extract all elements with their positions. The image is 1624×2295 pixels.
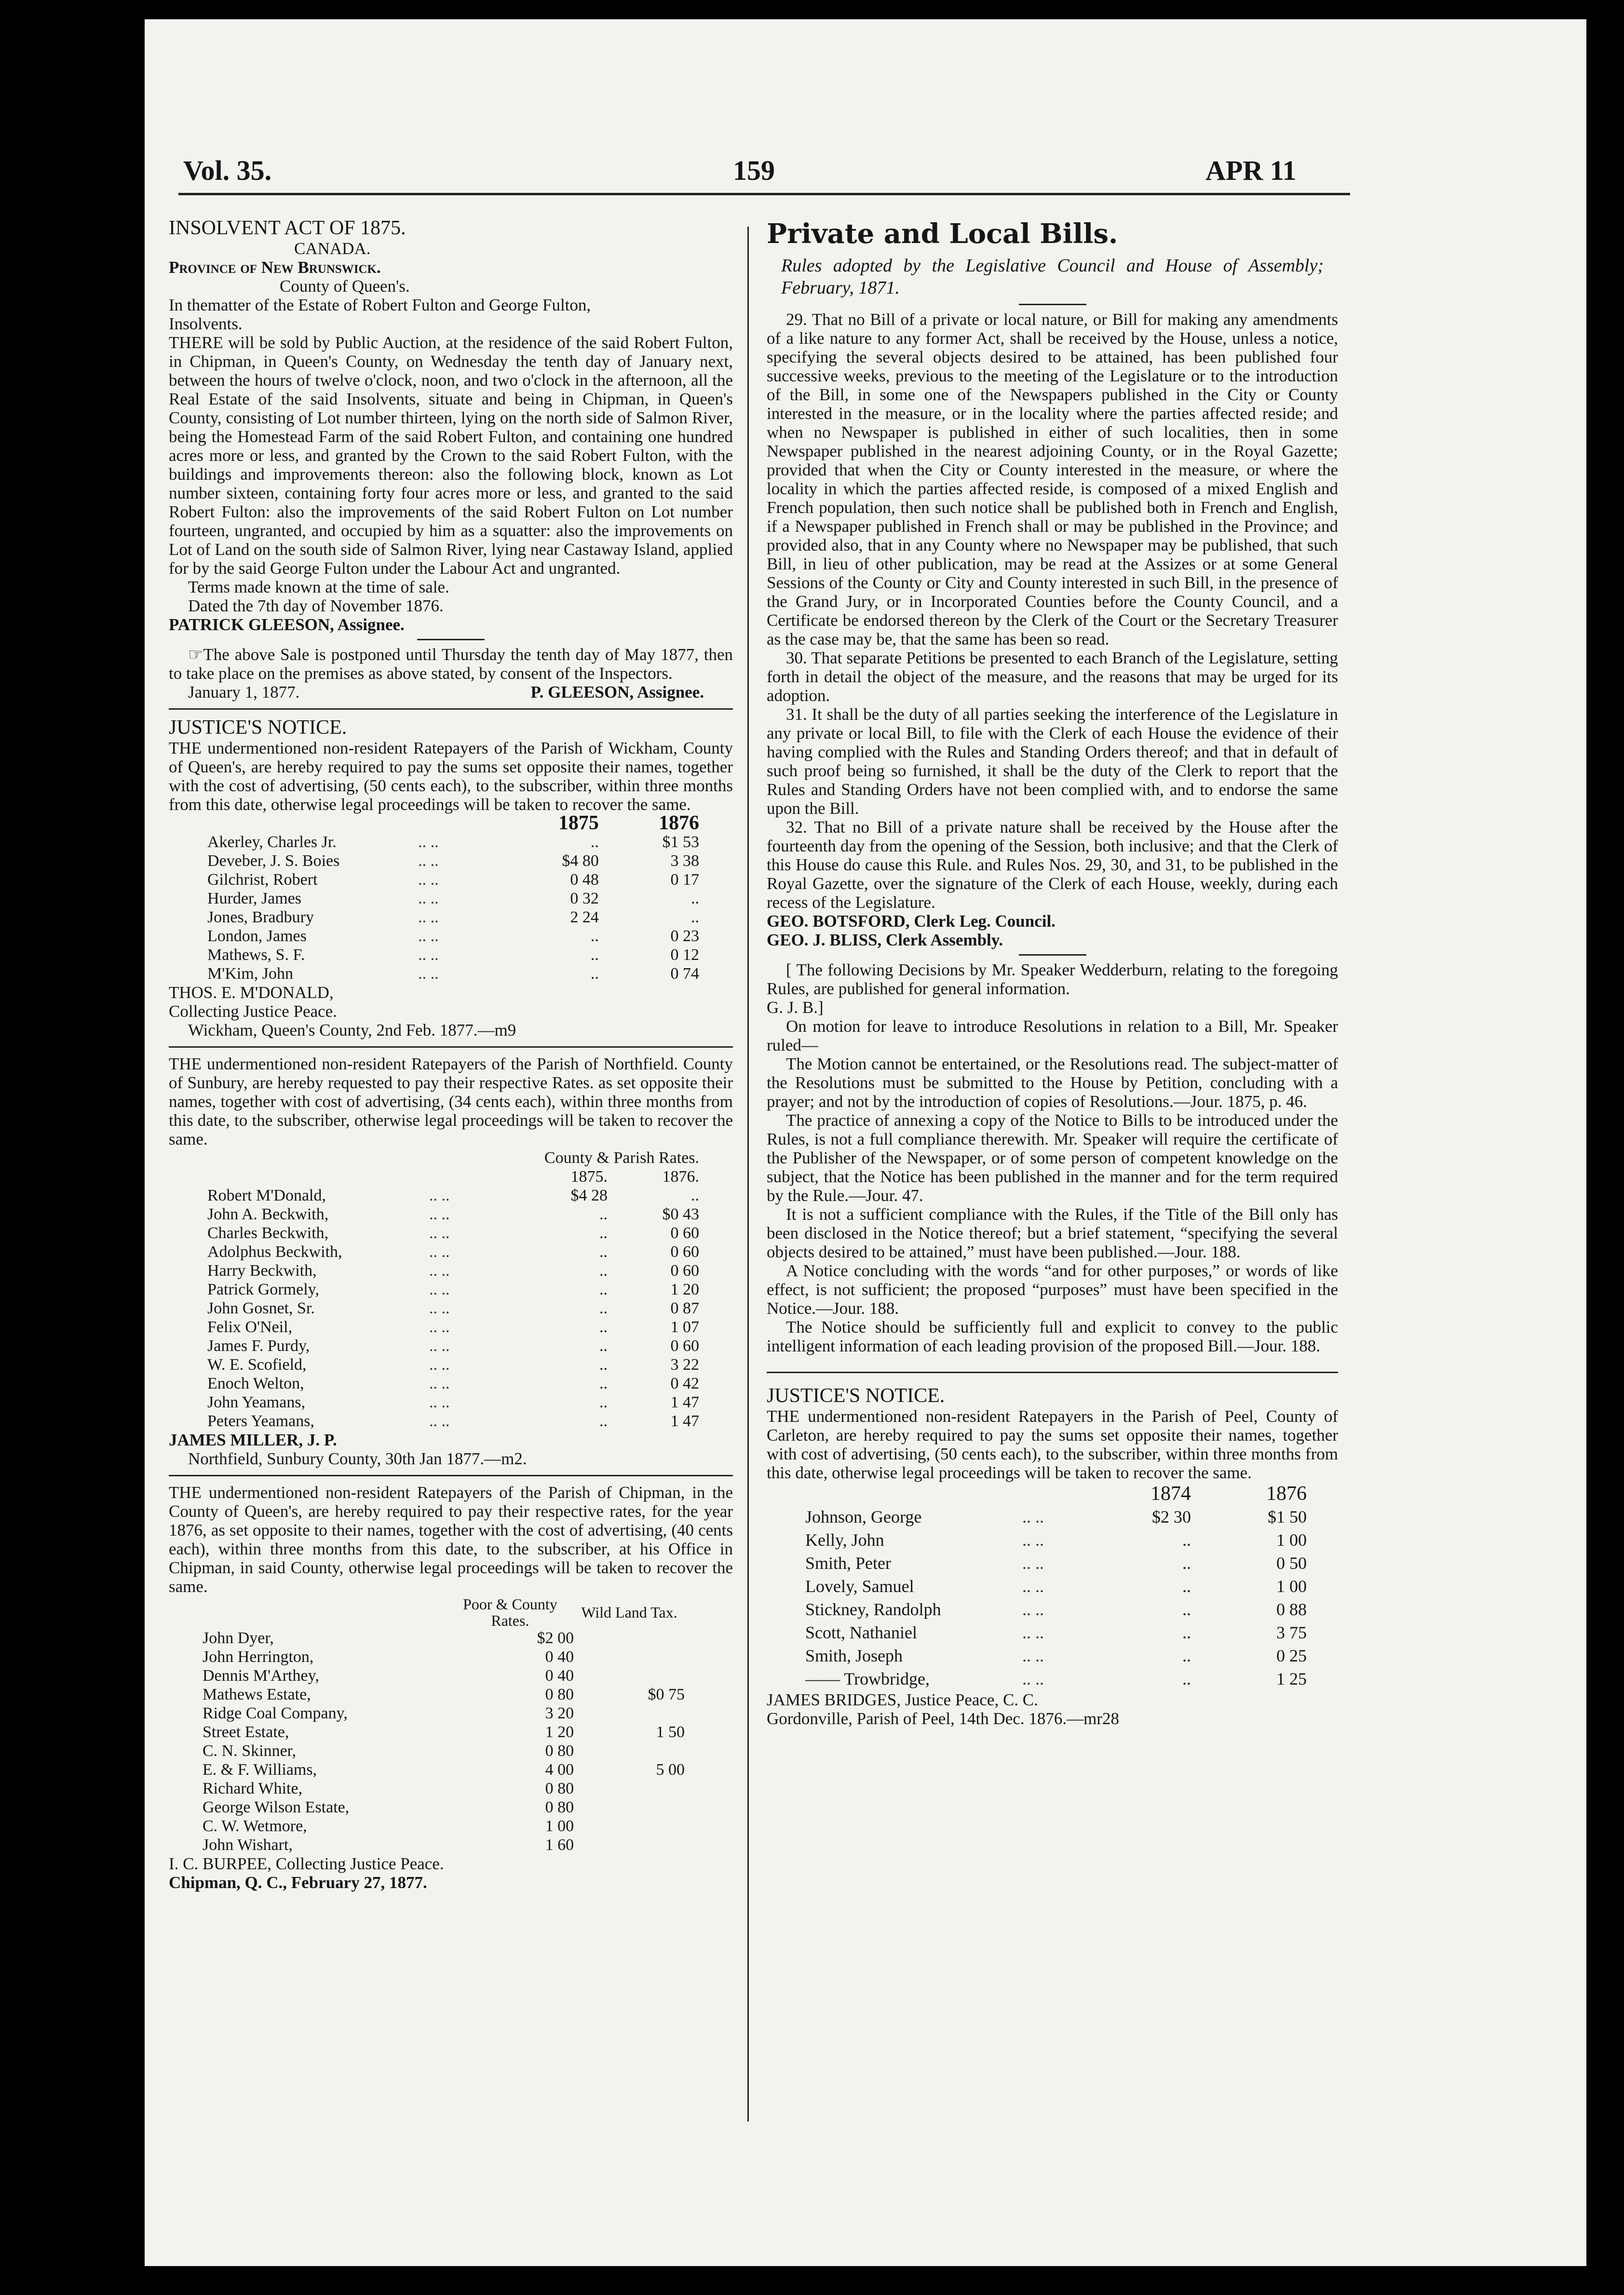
amount-cell: 1 47	[670, 1393, 699, 1411]
amount-cell: ..	[599, 1224, 608, 1242]
section-title: Private and Local Bills.	[767, 218, 1118, 250]
amount-cell: 3 22	[670, 1356, 699, 1374]
amount-cell: ..	[590, 965, 599, 983]
ratepayer-name: Kelly, John	[805, 1530, 884, 1550]
amount-cell: 0 74	[670, 965, 699, 983]
ratepayer-name: E. & F. Williams,	[203, 1761, 317, 1779]
sale-terms: Terms made known at the time of sale.	[188, 578, 449, 596]
table-row	[207, 1242, 699, 1261]
country-line: CANADA.	[294, 239, 371, 258]
ratepayer-name: Hurder, James	[207, 890, 302, 907]
ratepayer-name: M'Kim, John	[207, 965, 294, 983]
ratepayer-name: Smith, Peter	[805, 1553, 891, 1573]
decision-1: On motion for leave to introduce Resolutions in relation to a Bill, Mr. Speaker ruled—	[767, 1017, 1338, 1054]
leader-dots: .. ..	[418, 965, 439, 983]
council-clerk-signature: GEO. BOTSFORD, Clerk Leg. Council.	[767, 912, 1056, 931]
amount-cell: 0 60	[670, 1224, 699, 1242]
table-row	[207, 1318, 699, 1336]
leader-dots: .. ..	[1022, 1507, 1044, 1526]
amount-cell: 0 80	[545, 1780, 574, 1797]
amount-cell	[574, 1817, 685, 1836]
amount-cell: 1 20	[545, 1723, 574, 1741]
leader-dots: .. ..	[1022, 1623, 1044, 1642]
private-bills-rules	[767, 217, 1338, 1355]
amount-cell: 3 75	[1276, 1623, 1307, 1642]
ratepayer-table	[207, 1148, 699, 1431]
amount-cell: 0 80	[545, 1798, 574, 1816]
amount-cell: 0 32	[570, 890, 599, 907]
ratepayer-name: Charles Beckwith,	[207, 1224, 329, 1242]
ratepayer-name: Adolphus Beckwith,	[207, 1243, 342, 1261]
amount-cell: 2 24	[570, 908, 599, 926]
amount-cell: 1 00	[1276, 1530, 1307, 1550]
assignee-signature: PATRICK GLEESON, Assignee.	[169, 615, 405, 634]
amount-cell: ..	[1182, 1577, 1191, 1596]
amount-cell: ..	[599, 1281, 608, 1298]
table-row	[203, 1723, 685, 1742]
ratepayer-name: Richard White,	[203, 1780, 303, 1797]
short-rule	[417, 639, 485, 640]
amount-cell: ..	[691, 908, 699, 926]
amount-cell: ..	[1182, 1646, 1191, 1665]
amount-cell: 1 60	[545, 1836, 574, 1854]
amount-cell: ..	[691, 1187, 699, 1204]
notice-body: THE undermentioned non-resident Ratepayers of the Parish of Northfield. County of Sunbury, are hereby requested to pay their respective Rates. as set opposite their names, together with cost of advertising, (34 cents each), within three months from this date, to the subscriber, otherwise legal proceedings will be taken to recover the same.	[169, 1054, 733, 1148]
ratepayer-name: Mathews, S. F.	[207, 946, 305, 964]
right-column	[767, 217, 1338, 1728]
leader-dots: .. ..	[429, 1281, 450, 1298]
chipman-notice	[169, 1483, 733, 1892]
county-line: County of Queen's.	[280, 277, 410, 296]
table-header	[207, 814, 699, 833]
amount-cell: ..	[691, 890, 699, 907]
ratepayer-name: London, James	[207, 927, 307, 945]
amount-cell: ..	[1182, 1530, 1191, 1550]
northfield-notice	[169, 1054, 733, 1468]
amount-cell	[574, 1704, 685, 1723]
ratepayer-name: John Yeamans,	[207, 1393, 306, 1411]
leader-dots: .. ..	[1022, 1553, 1044, 1573]
ratepayer-name: John Gosnet, Sr.	[207, 1299, 315, 1317]
table-row	[207, 927, 699, 945]
table-row	[203, 1836, 685, 1854]
left-column	[169, 217, 733, 1892]
short-rule	[1019, 954, 1086, 956]
ratepayer-name: Ridge Coal Company,	[203, 1704, 348, 1722]
table-row	[207, 1280, 699, 1299]
table-row	[203, 1742, 685, 1760]
amount-cell: ..	[1182, 1600, 1191, 1619]
notice-place-date: Wickham, Queen's County, 2nd Feb. 1877.—m9	[188, 1021, 516, 1040]
amount-cell: 0 40	[545, 1667, 574, 1685]
postponement-footer	[169, 683, 733, 702]
year-header: 1876.	[662, 1168, 699, 1186]
leader-dots: .. ..	[429, 1299, 450, 1317]
ratepayer-name: C. W. Wetmore,	[203, 1817, 307, 1835]
amount-cell: $1 53	[662, 833, 699, 851]
assembly-clerk-signature: GEO. J. BLISS, Clerk Assembly.	[767, 931, 1003, 949]
decisions-initials: G. J. B.]	[767, 998, 824, 1017]
ratepayer-name: Akerley, Charles Jr.	[207, 833, 337, 851]
section-rule	[169, 708, 733, 710]
notice-body: THE undermentioned non-resident Ratepayers of the Parish of Chipman, in the County of Queen's, are hereby required to pay their respective rates, for the year 1876, as set opposite to their names, together with the cost of advertising, (40 cents each), within three months from this date, to the subscriber, at his Office in Chipman, in said County, otherwise legal proceedings will be taken to recover the same.	[169, 1483, 733, 1596]
ratepayer-table	[203, 1596, 685, 1854]
amount-cell	[574, 1798, 685, 1817]
rates-header: Poor & County Rates.	[463, 1595, 557, 1629]
collector-name: JAMES BRIDGES, Justice Peace, C. C.	[767, 1690, 1038, 1709]
leader-dots: .. ..	[429, 1393, 450, 1411]
table-row	[207, 1412, 699, 1431]
leader-dots: .. ..	[429, 1243, 450, 1261]
amount-cell: ..	[599, 1356, 608, 1374]
leader-dots: .. ..	[429, 1262, 450, 1280]
table-row	[203, 1647, 685, 1666]
page-number: 159	[733, 155, 775, 186]
amount-cell: ..	[599, 1375, 608, 1392]
table-row	[805, 1598, 1307, 1621]
notice-title: JUSTICE'S NOTICE.	[169, 716, 347, 739]
table-row	[207, 833, 699, 851]
notice-place-date: Chipman, Q. C., February 27, 1877.	[169, 1873, 427, 1892]
amount-cell: 5 00	[656, 1761, 685, 1779]
ratepayer-name: John Wishart,	[203, 1836, 293, 1854]
notice-place-date: Northfield, Sunbury County, 30th Jan 1877.—m2.	[188, 1449, 527, 1468]
leader-dots: .. ..	[1022, 1646, 1044, 1665]
amount-cell: $2 30	[1152, 1507, 1191, 1526]
amount-cell: ..	[590, 927, 599, 945]
rule-29: 29. That no Bill of a private or local nature, or Bill for making any amendments of a like nature to any former Act, shall be received by the House, unless a notice, specifying the several objects desired to be attained, has been published four successive weeks, previous to the meeting of the Legislature or to the introduction of the Bill, in some one of the Newspapers published in the City or County interested in the measure, or in the locality where the parties affected reside; and when no Newspaper is published in either of such localities, then in some Newspaper published in the nearest adjoining County, or in the Royal Gazette; provided that when the City or County interested in the measure, or where the locality in which the parties affected reside, is composed of a mixed English and French population, then such notice shall be published both in French and English, if a Newspaper published in French shall or may be published in the Province; and provided also, that in any County where no Newspaper may be published, that such Bill, in lieu of other publication, may be read at the Assizes or at some General Sessions of the County or City and County interested in such Bill, in the presence of the Grand Jury, or in Incorporated Counties before the County Council, and a Certificate be endorsed thereon by the Clerk of the Court or the Secretary Treasurer as the case may be, that the same has been so read.	[767, 310, 1338, 648]
leader-dots: .. ..	[418, 908, 439, 926]
amount-cell: 0 80	[545, 1686, 574, 1703]
table-header	[805, 1482, 1307, 1505]
amount-cell: 0 12	[670, 946, 699, 964]
collector-name: I. C. BURPEE, Collecting Justice Peace.	[169, 1854, 444, 1873]
table-row	[207, 908, 699, 927]
newspaper-page	[145, 19, 1586, 2266]
leader-dots: .. ..	[1022, 1669, 1044, 1688]
notice-title: INSOLVENT ACT OF 1875.	[169, 217, 406, 239]
postponement-notice: ☞The above Sale is postponed until Thursday the tenth day of May 1877, then to take place on the premises as above stated, by consent of the Inspectors.	[169, 645, 733, 683]
amount-cell: ..	[599, 1337, 608, 1355]
table-row	[203, 1798, 685, 1817]
ratepayer-name: John Dyer,	[203, 1629, 274, 1647]
amount-cell: 0 17	[670, 871, 699, 889]
table-header	[203, 1596, 685, 1629]
table-row	[207, 1336, 699, 1355]
amount-cell: 0 60	[670, 1337, 699, 1355]
rule-32: 32. That no Bill of a private nature shall be received by the House after the fourteenth day from the opening of the Session, both inclusive; and that the Clerk of this House do cause this Rule. and Rules Nos. 29, 30, and 31, to be published in the Royal Gazette, over the signature of the Clerk of each House, weekly, during each recess of the Legislature.	[767, 818, 1338, 912]
ratepayer-name: Patrick Gormely,	[207, 1281, 319, 1298]
amount-cell: ..	[599, 1243, 608, 1261]
amount-cell	[574, 1836, 685, 1854]
leader-dots: .. ..	[429, 1318, 450, 1336]
ratepayer-name: Enoch Welton,	[207, 1375, 304, 1392]
ratepayer-name: Harry Beckwith,	[207, 1262, 317, 1280]
ratepayer-name: Jones, Bradbury	[207, 908, 314, 926]
table-row	[805, 1552, 1307, 1575]
decision-3: The practice of annexing a copy of the Notice to Bills to be introduced under the Rules, is not a full compliance therewith. Mr. Speaker will require the certificate of the Publisher of the Newspaper, or of some person of competent knowledge on the subject, that the Notice has been published in the manner and for the term required by the Rule.—Jour. 47.	[767, 1111, 1338, 1205]
leader-dots: .. ..	[1022, 1530, 1044, 1550]
ratepayer-name: Robert M'Donald,	[207, 1187, 326, 1204]
leader-dots: .. ..	[418, 833, 439, 851]
amount-cell: ..	[599, 1393, 608, 1411]
table-row	[203, 1817, 685, 1836]
table-row	[203, 1666, 685, 1685]
table-row	[207, 1205, 699, 1224]
year-header: 1875.	[570, 1168, 608, 1186]
ratepayer-name: John A. Beckwith,	[207, 1205, 329, 1223]
section-rule	[767, 1372, 1338, 1373]
wickham-notice	[169, 716, 733, 1040]
leader-dots: .. ..	[429, 1224, 450, 1242]
amount-cell: 3 38	[670, 852, 699, 870]
amount-cell: 1 07	[670, 1318, 699, 1336]
amount-cell: 0 40	[545, 1648, 574, 1666]
ratepayer-name: Felix O'Neil,	[207, 1318, 293, 1336]
leader-dots: .. ..	[418, 946, 439, 964]
amount-cell: 1 25	[1276, 1669, 1307, 1688]
table-row	[805, 1528, 1307, 1552]
table-header	[207, 1167, 699, 1186]
amount-cell	[574, 1742, 685, 1760]
table-row	[207, 1186, 699, 1205]
amount-cell	[574, 1779, 685, 1798]
amount-cell	[574, 1647, 685, 1666]
amount-cell: 1 50	[656, 1723, 685, 1741]
header-rule	[178, 193, 1350, 195]
section-subtitle: Rules adopted by the Legislative Council and House of Assembly; February, 1871.	[781, 256, 1324, 298]
amount-cell: $4 80	[562, 852, 599, 870]
leader-dots: .. ..	[418, 927, 439, 945]
table-row	[203, 1779, 685, 1798]
amount-cell: ..	[599, 1318, 608, 1336]
amount-cell: ..	[599, 1262, 608, 1280]
ratepayer-name: Smith, Joseph	[805, 1646, 903, 1665]
table-row	[805, 1667, 1307, 1690]
amount-cell	[574, 1666, 685, 1685]
collector-name: THOS. E. M'DONALD,	[169, 983, 334, 1002]
amount-cell: 0 23	[670, 927, 699, 945]
amount-cell: $0 43	[662, 1205, 699, 1223]
sale-description: THERE will be sold by Public Auction, at the residence of the said Robert Fulton, in Chipman, in Queen's County, on Wednesday the tenth day of January next, between the hours of twelve o'clock, noon, and two o'clock in the afternoon, all the Real Estate of the said Insolvents, situate and being in Chipman, in Queen's County, consisting of Lot number thirteen, lying on the north side of Salmon River, being the Homestead Farm of the said Robert Fulton, and containing one hundred acres more or less, and granted by the Crown to the said Robert Fulton, with the buildings and improvements thereon: also the following block, known as Lot number sixteen, containing forty four acres more or less, and granted to the said Robert Fulton: also the improvements of the said Robert Fulton on Lot number fourteen, ungranted, and occupied by him as a squatter: also the improvements on Lot of Land on the south side of Salmon River, lying near Castaway Island, applied for by the said George Fulton under the Labour Act and ungranted.	[169, 333, 733, 578]
ratepayer-table	[805, 1482, 1307, 1690]
amount-cell: 0 88	[1276, 1600, 1307, 1619]
decisions-intro: [ The following Decisions by Mr. Speaker Wedderburn, relating to the foregoing Rules, are published for general information.	[767, 960, 1338, 998]
leader-dots: .. ..	[429, 1375, 450, 1392]
collector-title: Collecting Justice Peace.	[169, 1002, 337, 1021]
amount-cell: 0 80	[545, 1742, 574, 1760]
sale-dated: Dated the 7th day of November 1876.	[188, 596, 444, 615]
amount-cell: 0 48	[570, 871, 599, 889]
ratepayer-name: Gilchrist, Robert	[207, 871, 318, 889]
ratepayer-name: Lovely, Samuel	[805, 1577, 914, 1596]
decision-6: The Notice should be sufficiently full and explicit to convey to the public intelligent information of each leading provision of the proposed Bill.—Jour. 188.	[767, 1318, 1338, 1355]
leader-dots: .. ..	[418, 890, 439, 907]
ratepayer-name: C. N. Skinner,	[203, 1742, 297, 1760]
year-header: 1874	[1150, 1483, 1191, 1505]
insolvents-label: Insolvents.	[169, 314, 243, 333]
decision-5: A Notice concluding with the words “and for other purposes,” or words of like effect, is not sufficient; the proposed “purposes” must have been specified in the Notice.—Jour. 188.	[767, 1261, 1338, 1318]
amount-cell: 1 00	[1276, 1577, 1307, 1596]
amount-cell: ..	[599, 1205, 608, 1223]
ratepayer-name: James F. Purdy,	[207, 1337, 310, 1355]
leader-dots: .. ..	[429, 1356, 450, 1374]
leader-dots: .. ..	[429, 1205, 450, 1223]
ratepayer-name: Deveber, J. S. Boies	[207, 852, 340, 870]
table-row	[203, 1629, 685, 1647]
ratepayer-table	[207, 814, 699, 983]
amount-cell: 3 20	[545, 1704, 574, 1722]
section-rule	[169, 1475, 733, 1476]
table-row	[207, 964, 699, 983]
estate-matter: In thematter of the Estate of Robert Fulton and George Fulton,	[169, 296, 591, 314]
collector-name: JAMES MILLER, J. P.	[169, 1431, 337, 1449]
ratepayer-name: Peters Yeamans,	[207, 1412, 314, 1430]
table-row	[203, 1704, 685, 1723]
ratepayer-name: Stickney, Randolph	[805, 1600, 941, 1619]
year-header: 1875	[558, 812, 599, 834]
notice-place-date: Gordonville, Parish of Peel, 14th Dec. 1876.—mr28	[767, 1709, 1120, 1728]
amount-cell: $1 50	[1268, 1507, 1307, 1526]
amount-cell: 0 60	[670, 1243, 699, 1261]
peel-notice	[767, 1385, 1338, 1728]
amount-cell: 0 50	[1276, 1553, 1307, 1573]
postponement-date: January 1, 1877.	[188, 683, 300, 702]
table-row	[207, 889, 699, 908]
table-row	[207, 1374, 699, 1393]
rule-31: 31. It shall be the duty of all parties seeking the interference of the Legislature in any private or local Bill, to file with the Clerk of each House the evidence of their having complied with the Rules and Standing Orders thereof; and that in default of such proof being so furnished, it shall be the duty of the Clerk to report that the Rules and Standing Orders have not been complied with, and to endorse the same upon the Bill.	[767, 705, 1338, 818]
table-row	[207, 945, 699, 964]
leader-dots: .. ..	[429, 1337, 450, 1355]
ratepayer-name: Johnson, George	[805, 1507, 922, 1526]
table-row	[805, 1621, 1307, 1644]
amount-cell: 0 60	[670, 1262, 699, 1280]
amount-cell: ..	[599, 1412, 608, 1430]
amount-cell: ..	[1182, 1623, 1191, 1642]
table-row	[207, 1224, 699, 1242]
amount-cell: $4 28	[570, 1187, 608, 1204]
notice-body: THE undermentioned non-resident Ratepayers of the Parish of Wickham, County of Queen's, are hereby required to pay the sums set opposite their names, together with the cost of advertising, (50 cents each), to the subscriber, within three months from this date, otherwise legal proceedings will be taken to recover the same.	[169, 739, 733, 814]
ratepayer-name: George Wilson Estate,	[203, 1798, 350, 1816]
table-row	[203, 1760, 685, 1779]
ratepayer-name: Scott, Nathaniel	[805, 1623, 917, 1642]
tax-header: Wild Land Tax.	[581, 1604, 677, 1621]
table-row	[805, 1575, 1307, 1598]
amount-cell: ..	[599, 1299, 608, 1317]
table-row	[207, 1355, 699, 1374]
amount-cell	[574, 1629, 685, 1647]
leader-dots: .. ..	[1022, 1600, 1044, 1619]
amount-cell: ..	[1182, 1553, 1191, 1573]
year-header: 1876	[1266, 1483, 1307, 1505]
ratepayer-name: —— Trowbridge,	[805, 1669, 930, 1688]
ratepayer-name: Dennis M'Arthey,	[203, 1667, 319, 1685]
issue-date: APR 11	[1205, 155, 1297, 186]
table-row	[207, 1261, 699, 1280]
leader-dots: .. ..	[418, 852, 439, 870]
section-rule	[169, 1046, 733, 1048]
ratepayer-name: Mathews Estate,	[203, 1686, 311, 1703]
table-row	[207, 1393, 699, 1412]
volume-number: Vol. 35.	[183, 155, 272, 186]
table-row	[805, 1505, 1307, 1528]
amount-cell: 1 47	[670, 1412, 699, 1430]
year-header: 1876	[659, 812, 699, 834]
table-row	[203, 1685, 685, 1704]
table-row	[207, 870, 699, 889]
ratepayer-name: Street Estate,	[203, 1723, 289, 1741]
amount-cell: 0 42	[670, 1375, 699, 1392]
notice-title: JUSTICE'S NOTICE.	[767, 1385, 945, 1407]
leader-dots: .. ..	[1022, 1577, 1044, 1596]
decision-4: It is not a sufficient compliance with the Rules, if the Title of the Bill only has been disclosed in the Notice thereof; but a brief statement, “specifying the several objects desired to be attained,” must have been published.—Jour. 188.	[767, 1205, 1338, 1261]
amount-cell: 4 00	[545, 1761, 574, 1779]
short-rule	[1019, 304, 1086, 305]
province-line: Province of New Brunswick.	[169, 258, 381, 277]
rule-30: 30. That separate Petitions be presented to each Branch of the Legislature, setting forth in detail the object of the measure, and the reasons that may be urged for its adoption.	[767, 648, 1338, 705]
leader-dots: .. ..	[429, 1412, 450, 1430]
amount-cell: ..	[590, 833, 599, 851]
ratepayer-name: John Herrington,	[203, 1648, 314, 1666]
rates-header: County & Parish Rates.	[544, 1149, 699, 1167]
column-divider	[747, 227, 749, 2121]
amount-cell: $0 75	[648, 1686, 685, 1703]
amount-cell: 1 00	[545, 1817, 574, 1835]
leader-dots: .. ..	[418, 871, 439, 889]
leader-dots: .. ..	[429, 1187, 450, 1204]
amount-cell: 0 87	[670, 1299, 699, 1317]
ratepayer-name: W. E. Scofield,	[207, 1356, 307, 1374]
postponement-signer: P. GLEESON, Assignee.	[530, 683, 704, 702]
amount-cell: 0 25	[1276, 1646, 1307, 1665]
table-row	[805, 1644, 1307, 1667]
table-header	[207, 1148, 699, 1167]
amount-cell: 1 20	[670, 1281, 699, 1298]
notice-body: THE undermentioned non-resident Ratepayers in the Parish of Peel, County of Carleton, are hereby required to pay the sums set opposite their names, together with cost of advertising, (50 cents each), to the subscriber, within three months from this date, otherwise legal proceedings will be taken to recover the same.	[767, 1407, 1338, 1482]
amount-cell: ..	[590, 946, 599, 964]
insolvent-notice	[169, 217, 733, 702]
amount-cell: ..	[1182, 1669, 1191, 1688]
table-row	[207, 851, 699, 870]
amount-cell: $2 00	[537, 1629, 574, 1647]
table-row	[207, 1299, 699, 1318]
decision-2: The Motion cannot be entertained, or the Resolutions read. The subject-matter of the Resolutions must be submitted to the House by Petition, concluding with a prayer; and not by the introduction of copies of Resolutions.—Jour. 1875, p. 46.	[767, 1054, 1338, 1111]
